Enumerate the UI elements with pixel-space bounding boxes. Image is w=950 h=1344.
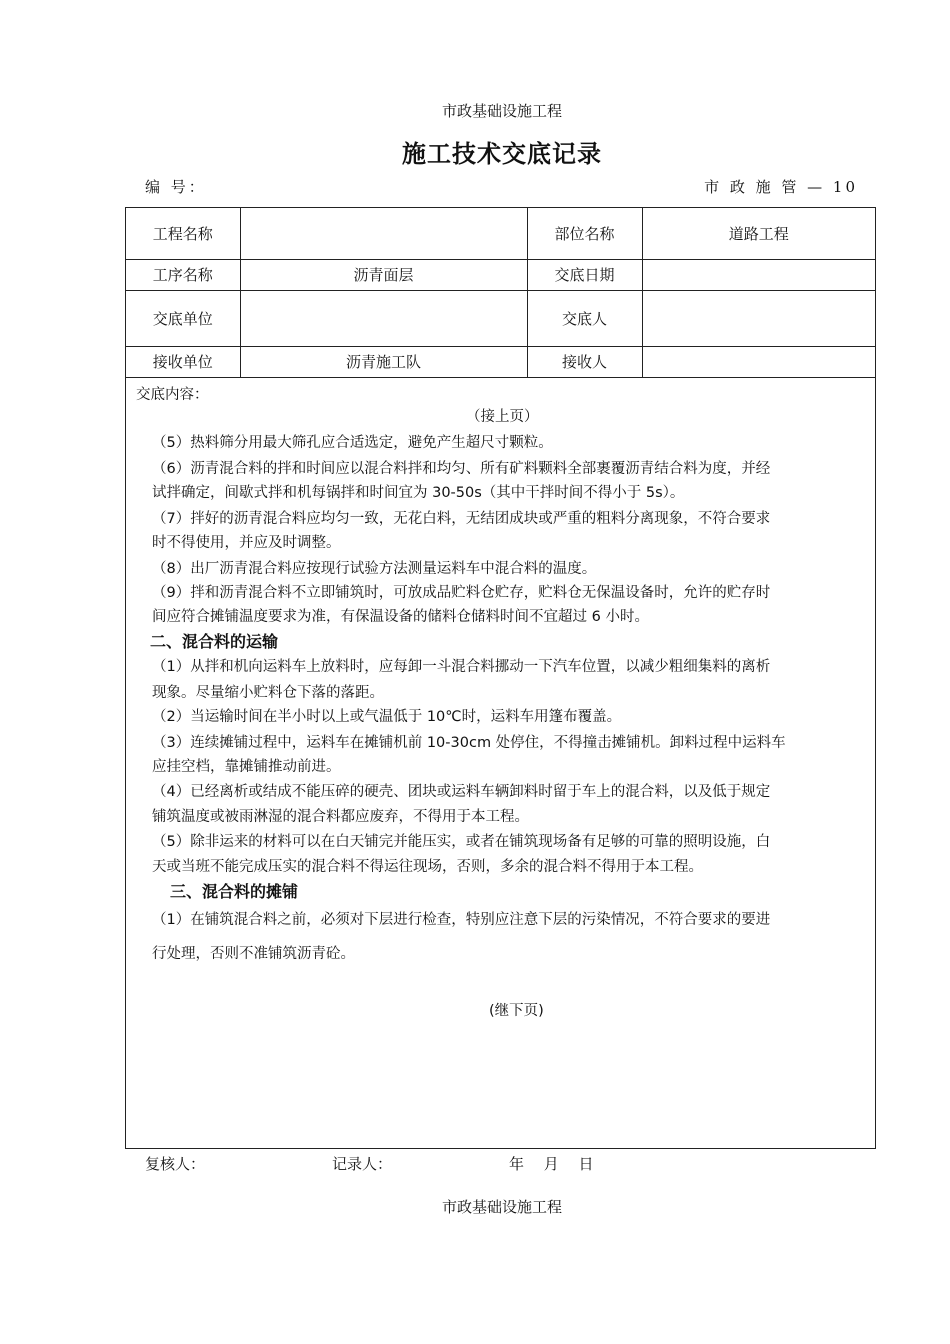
paragraph-line: （6）沥青混合料的拌和时间应以混合料拌和均匀、所有矿料颗料全部裹覆沥青结合料为度，并经 (152, 461, 771, 477)
footer-org: 市政基础设施工程 (441, 1198, 562, 1216)
project-name-value[interactable] (240, 208, 527, 259)
receiving-unit-value[interactable]: 沥青施工队 (240, 346, 527, 377)
recorder-label: 记录人： (332, 1155, 393, 1173)
project-name-label: 工程名称 (126, 208, 240, 259)
paragraph-line: （8）出厂沥青混合料应按现行试验方法测量运料车中混合料的温度。 (152, 561, 597, 577)
header-org: 市政基础设施工程 (441, 102, 562, 120)
paragraph-line: 应挂空档，靠摊铺推动前进。 (152, 759, 341, 775)
paragraph-line: 天或当班不能完成压实的混合料不得运往现场，否则，多余的混合料不得用于本工程。 (152, 859, 703, 875)
page-title: 施工技术交底记录 (402, 140, 602, 168)
receiving-unit-label: 接收单位 (126, 346, 240, 377)
part-name-label: 部位名称 (527, 208, 642, 259)
table-row (126, 259, 875, 290)
reviewer-label: 复核人： (145, 1155, 206, 1173)
paragraph-line: 行处理，否则不准铺筑沥青砼。 (152, 946, 355, 962)
continued-from-note: （接上页） (466, 409, 539, 425)
issuing-unit-value[interactable] (240, 290, 527, 346)
paragraph-line: 时不得使用，并应及时调整。 (152, 535, 341, 551)
record-form (125, 207, 876, 1149)
paragraph-line: 现象。尽量缩小贮料仓下落的落距。 (152, 685, 384, 701)
process-label: 工序名称 (126, 259, 240, 290)
form-code: 市 政 施 管 — 10 (704, 178, 858, 196)
paragraph-line: （4）已经离析或结成不能压碎的硬壳、团块或运料车辆卸料时留于车上的混合料，以及低于规定 (152, 784, 771, 800)
issuer-label: 交底人 (527, 290, 642, 346)
paragraph-line: （5）热料筛分用最大筛孔应合适选定，避免产生超尺寸颗粒。 (152, 435, 553, 451)
receiver-label: 接收人 (527, 346, 642, 377)
date-label: 交底日期 (527, 259, 642, 290)
paragraph-line: （7）拌好的沥青混合料应均匀一致，无花白料，无结团成块或严重的粗料分离现象，不符合要求 (152, 511, 771, 527)
issuing-unit-label: 交底单位 (126, 290, 240, 346)
continued-to-note: (继下页) (489, 1003, 544, 1019)
paragraph-line: （3）连续摊铺过程中，运料车在摊铺机前 10-30cm 处停住，不得撞击摊铺机。卸料过程中运料车 (152, 735, 786, 751)
info-table (126, 208, 875, 378)
table-row (126, 290, 875, 346)
content-label: 交底内容： (136, 387, 209, 403)
section-heading: 三、混合料的摊铺 (170, 882, 299, 901)
paragraph-line: （1）从拌和机向运料车上放料时，应每卸一斗混合料挪动一下汽车位置，以减少粗细集料的离析 (152, 659, 771, 675)
paragraph-line: 间应符合摊铺温度要求为准，有保温设备的储料仓储料时间不宜超过 6 小时。 (152, 609, 649, 625)
serial-number-label: 编 号： (145, 178, 207, 196)
paragraph-line: 试拌确定，间歇式拌和机每锅拌和时间宜为 30-50s（其中干拌时间不得小于 5s）。 (152, 485, 685, 501)
paragraph-line: （5）除非运来的材料可以在白天铺完并能压实，或者在铺筑现场备有足够的可靠的照明设施，白 (152, 834, 771, 850)
process-value[interactable]: 沥青面层 (240, 259, 527, 290)
paragraph-line: （9）拌和沥青混合料不立即铺筑时，可放成品贮料仓贮存，贮料仓无保温设备时，允许的贮存时 (152, 585, 771, 601)
date-fields: 年 月 日 (509, 1155, 594, 1173)
paragraph-line: 铺筑温度或被雨淋湿的混合料都应废弃，不得用于本工程。 (152, 809, 529, 825)
paragraph-line: （2）当运输时间在半小时以上或气温低于 10℃时，运料车用篷布覆盖。 (152, 709, 622, 725)
part-name-value[interactable]: 道路工程 (642, 208, 875, 259)
receiver-value[interactable] (642, 346, 875, 377)
section-heading: 二、混合料的运输 (150, 632, 279, 651)
table-row (126, 208, 875, 259)
table-row (126, 346, 875, 377)
issuer-value[interactable] (642, 290, 875, 346)
paragraph-line: （1）在铺筑混合料之前，必须对下层进行检查，特别应注意下层的污染情况，不符合要求的要进 (152, 912, 771, 928)
date-value[interactable] (642, 259, 875, 290)
